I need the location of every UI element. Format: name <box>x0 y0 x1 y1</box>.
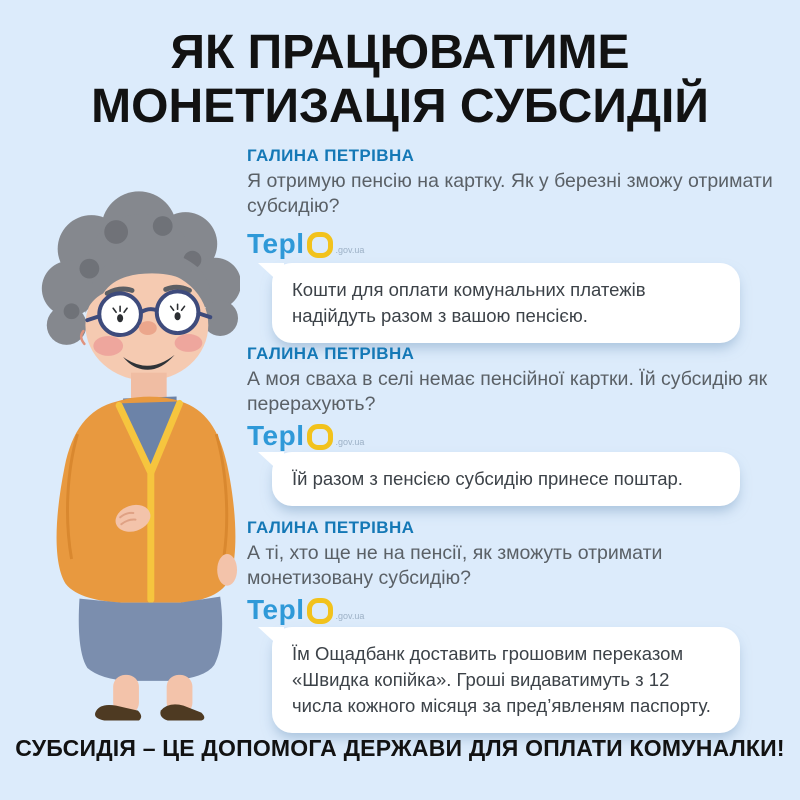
question-text: А ті, хто ще не на пенсії, як зможуть отримати монетизовану субсидію? <box>247 542 663 590</box>
skirt <box>79 597 222 681</box>
speaker-name: ГАЛИНА ПЕТРІВНА <box>247 146 415 165</box>
bubble-tail <box>258 627 284 651</box>
question-text: А моя сваха в селі немає пенсійної картки. Їй субсидію як перерахують? <box>247 368 768 416</box>
speaker-name: ГАЛИНА ПЕТРІВНА <box>247 344 415 363</box>
teplo-wordmark: Tepl <box>247 420 305 451</box>
bubble-tail <box>258 452 284 476</box>
teplo-wordmark: Tepl <box>247 228 305 259</box>
answer-text: Їй разом з пенсією субсидію принесе поштар. <box>292 468 683 489</box>
teplo-o-icon <box>307 232 333 258</box>
speaker-name: ГАЛИНА ПЕТРІВНА <box>247 518 415 537</box>
nose <box>139 321 157 335</box>
teplo-domain-suffix: .gov.ua <box>335 437 365 447</box>
answer-bubble-3 <box>272 627 740 733</box>
question-block-3 <box>247 518 787 592</box>
question-block-1 <box>247 146 787 220</box>
grandmother-illustration <box>22 172 240 722</box>
answer-text: Їм Ощадбанк доставить грошовим переказом «Швидка копійка». Гроші видаватимуть з 12 числа кожного місяця за пред’явленям паспорту. <box>292 643 711 716</box>
right-hand <box>217 554 237 586</box>
teplo-o-icon <box>307 424 333 450</box>
teplo-logo <box>247 420 364 452</box>
answer-bubble-2 <box>272 452 740 506</box>
question-block-2 <box>247 344 787 418</box>
answer-bubble-1 <box>272 263 740 343</box>
footer-slogan: СУБСИДІЯ – ЦЕ ДОПОМОГА ДЕРЖАВИ ДЛЯ ОПЛАТИ КОМУНАЛКИ! <box>15 735 785 761</box>
teplo-wordmark: Tepl <box>247 594 305 625</box>
answer-text: Кошти для оплати комунальних платежів надійдуть разом з вашою пенсією. <box>292 279 646 326</box>
teplo-domain-suffix: .gov.ua <box>335 611 365 621</box>
teplo-logo <box>247 228 364 260</box>
question-text: Я отримую пенсію на картку. Як у березні зможу отримати субсидію? <box>247 170 773 218</box>
bubble-tail <box>258 263 284 287</box>
teplo-o-icon <box>307 598 333 624</box>
teplo-logo <box>247 594 364 626</box>
teplo-domain-suffix: .gov.ua <box>335 245 365 255</box>
page-title: ЯК ПРАЦЮВАТИМЕ МОНЕТИЗАЦІЯ СУБСИДІЙ <box>91 26 709 133</box>
